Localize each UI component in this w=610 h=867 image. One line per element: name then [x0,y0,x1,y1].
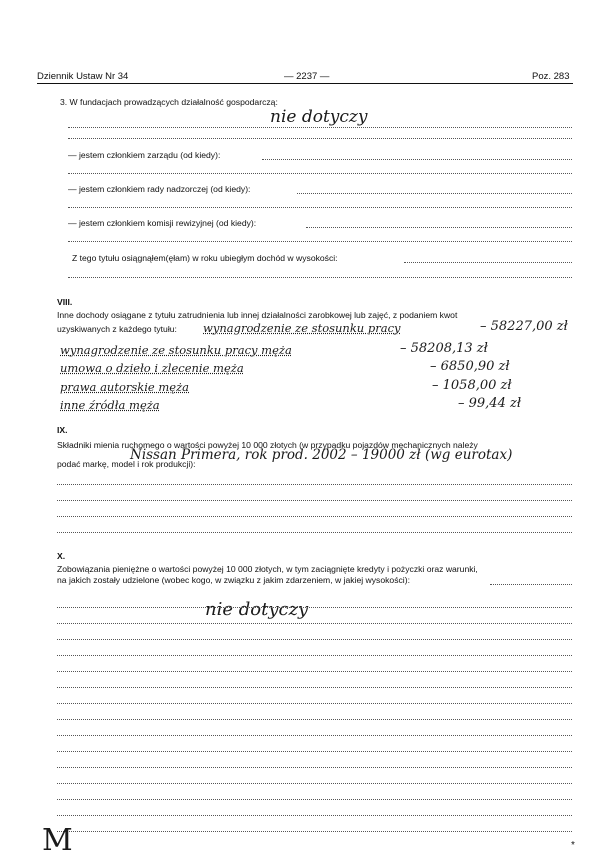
signature: M [42,823,73,858]
dotted-line [57,703,572,704]
section3-komisja-label: — jestem członkiem komisji rewizyjnej (od kiedy): [68,218,257,228]
income-entry-amount: – 1058,00 zł [432,378,512,393]
dotted-line [404,262,572,263]
section3-zarzad-label: — jestem członkiem zarządu (od kiedy): [68,150,221,160]
dotted-line [68,207,572,208]
dotted-line [68,241,572,242]
header-rule [37,83,573,84]
section8-description-cont: uzyskiwanych z każdego tytułu: [57,324,177,334]
section3-rada-label: — jestem członkiem rady nadzorczej (od kiedy): [68,184,251,194]
dotted-line [68,173,572,174]
section3-dochod-label: Z tego tytułu osiągnąłem(ęłam) w roku ubiegłym dochód w wysokości: [72,253,338,263]
dotted-line [57,500,572,501]
dotted-line [57,607,572,608]
income-entry-text: inne źródła męża [60,398,160,412]
section8-heading: VIII. [57,297,73,307]
income-entry-text: umowa o dzieło i zlecenie męża [60,361,244,375]
income-entry-text: prawa autorskie męża [60,380,190,394]
dotted-line [57,516,572,517]
section10-handwritten-answer: nie dotyczy [205,599,309,620]
dotted-line [57,799,572,800]
dotted-line [262,159,572,160]
dotted-line [57,735,572,736]
dotted-line [297,193,572,194]
income-entry-amount: – 58208,13 zł [400,341,488,356]
dotted-line [68,277,572,278]
dotted-line [57,484,572,485]
section9-heading: IX. [57,425,68,435]
income-entry-text: wynagrodzenie ze stosunku pracy męża [60,343,292,357]
header-right: Poz. 283 [532,71,570,82]
income-entry-amount: – 99,44 zł [458,396,522,411]
dotted-line [57,783,572,784]
dotted-line [57,687,572,688]
income-entry-text: wynagrodzenie ze stosunku pracy [203,321,401,335]
dotted-line [57,671,572,672]
dotted-line [57,623,572,624]
section10-description-cont: na jakich zostały udzielone (wobec kogo, w związku z jakim zdarzeniem, w jakiej wysokości): [57,575,410,585]
header-left: Dziennik Ustaw Nr 34 [37,71,129,82]
section9-description-cont: podać markę, model i rok produkcji): [57,459,196,469]
section10-heading: X. [57,551,66,561]
dotted-line [57,751,572,752]
section3-lead: 3. W fundacjach prowadzących działalność gospodarczą: [60,97,278,107]
dotted-line [57,815,572,816]
dotted-line [57,831,572,832]
dotted-line [57,532,572,533]
footer-mark: * [571,840,575,851]
dotted-line [57,719,572,720]
section3-handwritten-answer: nie dotyczy [270,107,368,127]
section8-description: Inne dochody osiągane z tytułu zatrudnienia lub innej działalności zarobkowej lub zajęć, z podaniem kwot [57,310,458,320]
section10-description: Zobowiązania pieniężne o wartości powyżej 10 000 złotych, w tym zaciągnięte kredyty i pożyczki oraz warunki, [57,564,478,574]
income-entry-amount: – 58227,00 zł [480,319,568,334]
dotted-line [68,127,572,128]
dotted-line [57,767,572,768]
income-entry-amount: – 6850,90 zł [430,359,510,374]
section9-description: Składniki mienia ruchomego o wartości powyżej 10 000 złotych (w przypadku pojazdów mechanicznych należy [57,440,478,450]
section9-handwritten-answer: Nissan Primera, rok prod. 2002 – 19000 zł (wg eurotax) [130,447,513,463]
dotted-line [57,655,572,656]
dotted-line [490,584,572,585]
dotted-line [68,138,572,139]
dotted-line [306,227,572,228]
dotted-line [57,639,572,640]
header-page-number: — 2237 — [284,71,330,82]
